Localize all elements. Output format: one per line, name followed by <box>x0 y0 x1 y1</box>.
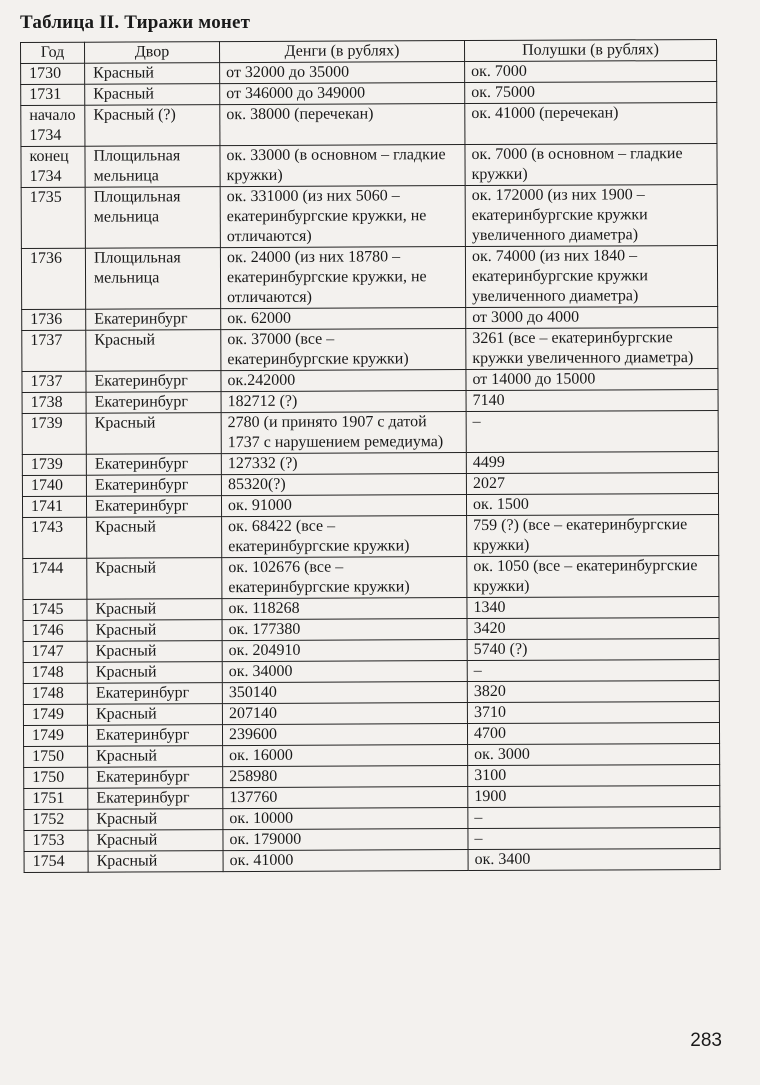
table-row <box>22 472 718 496</box>
table-body <box>21 60 721 872</box>
cell-mint: Площильная мельница <box>85 146 220 188</box>
table-title: Таблица II. Тиражи монет <box>20 12 251 33</box>
table-row <box>23 638 719 662</box>
table-row <box>24 785 720 809</box>
cell-year: 1749 <box>23 704 87 725</box>
cell-polushki: 759 (?) (все – екатеринбургские кружки) <box>467 514 719 556</box>
cell-dengi: 85320(?) <box>221 474 466 496</box>
table-row <box>23 596 719 620</box>
table-row <box>21 102 717 146</box>
cell-dengi: ок. 62000 <box>221 308 466 330</box>
cell-polushki: от 14000 до 15000 <box>466 368 718 390</box>
header-year: Год <box>21 42 85 63</box>
page-number: 283 <box>690 1030 722 1051</box>
cell-dengi: 207140 <box>222 703 467 725</box>
cell-dengi: 127332 (?) <box>221 453 466 475</box>
cell-polushki: 1340 <box>467 596 719 618</box>
cell-polushki: 3820 <box>467 680 719 702</box>
cell-dengi: ок. 331000 (из них 5060 – екатеринбургские кружки, не отличаются) <box>220 186 465 248</box>
cell-polushki: ок. 3000 <box>468 743 720 765</box>
cell-mint: Екатеринбург <box>88 767 223 789</box>
cell-mint: Екатеринбург <box>87 683 222 705</box>
cell-polushki: ок. 3400 <box>468 848 720 870</box>
cell-polushki: 3710 <box>467 701 719 723</box>
cell-mint: Площильная мельница <box>85 187 220 249</box>
cell-mint: Красный <box>88 830 223 852</box>
cell-year: 1736 <box>22 309 86 330</box>
table-row <box>22 306 718 330</box>
cell-dengi: ок. 33000 (в основном – гладкие кружки) <box>220 145 465 187</box>
table-row <box>23 701 719 725</box>
cell-mint: Красный <box>88 809 223 831</box>
cell-dengi: 258980 <box>223 766 468 788</box>
cell-year: 1735 <box>21 187 85 248</box>
table-row <box>22 327 718 371</box>
cell-polushki: ок. 74000 (из них 1840 – екатеринбургские кружки увеличенного диаметра) <box>465 245 717 307</box>
cell-year: 1738 <box>22 392 86 413</box>
cell-polushki: ок. 1050 (все – екатеринбургские кружки) <box>467 555 719 597</box>
table-row <box>24 743 720 767</box>
cell-year: 1748 <box>23 662 87 683</box>
cell-dengi: ок. 102676 (все – екатеринбургские кружки) <box>222 557 467 599</box>
cell-polushki: ок. 41000 (перечекан) <box>465 102 717 144</box>
cell-dengi: ок. 68422 (все – екатеринбургские кружки) <box>222 516 467 558</box>
table-row <box>24 848 720 872</box>
cell-mint: Екатеринбург <box>86 475 221 497</box>
cell-dengi: 239600 <box>222 724 467 746</box>
cell-dengi: ок. 10000 <box>223 808 468 830</box>
table-row <box>22 368 718 392</box>
cell-mint: Красный <box>86 330 221 372</box>
cell-year: 1749 <box>23 725 87 746</box>
cell-dengi: ок. 91000 <box>221 495 466 517</box>
cell-mint: Красный <box>88 851 223 873</box>
cell-dengi: ок. 179000 <box>223 829 468 851</box>
cell-year: 1744 <box>23 558 87 599</box>
cell-polushki: 2027 <box>466 472 718 494</box>
cell-dengi: ок. 34000 <box>222 661 467 683</box>
table-row <box>21 245 717 309</box>
cell-year: конец 1734 <box>21 146 85 187</box>
cell-year: 1730 <box>21 63 85 84</box>
cell-polushki: – <box>466 410 718 452</box>
table-row <box>21 184 717 248</box>
cell-dengi: 2780 (и принято 1907 с датой 1737 с нарушением ремедиума) <box>221 412 466 454</box>
cell-year: 1740 <box>22 475 86 496</box>
cell-year: 1748 <box>23 683 87 704</box>
table-row <box>24 764 720 788</box>
cell-polushki: 1900 <box>468 785 720 807</box>
cell-dengi: ок. 37000 (все – екатеринбургские кружки) <box>221 329 466 371</box>
cell-mint: Екатеринбург <box>88 788 223 810</box>
cell-year: 1750 <box>24 767 88 788</box>
cell-mint: Красный <box>87 599 222 621</box>
cell-dengi: ок. 204910 <box>222 640 467 662</box>
cell-year: 1737 <box>22 330 86 371</box>
cell-year: 1745 <box>23 599 87 620</box>
cell-mint: Красный <box>87 558 222 600</box>
cell-dengi: ок. 16000 <box>223 745 468 767</box>
table-row <box>23 555 719 599</box>
cell-year: 1746 <box>23 620 87 641</box>
cell-year: 1736 <box>21 248 85 309</box>
cell-dengi: ок. 177380 <box>222 619 467 641</box>
table-row <box>21 81 717 105</box>
cell-polushki: 4700 <box>467 722 719 744</box>
cell-year: 1754 <box>24 851 88 872</box>
cell-dengi: ок. 38000 (перечекан) <box>220 104 465 146</box>
cell-year: 1739 <box>22 413 86 454</box>
cell-mint: Екатеринбург <box>86 392 221 414</box>
header-dengi: Денги (в рублях) <box>220 41 465 63</box>
cell-mint: Красный <box>87 517 222 559</box>
table-row <box>23 659 719 683</box>
cell-polushki: ок. 172000 (из них 1900 – екатеринбургские кружки увеличенного диаметра) <box>465 184 717 246</box>
header-mint: Двор <box>85 42 220 64</box>
cell-polushki: от 3000 до 4000 <box>466 306 718 328</box>
cell-year: 1752 <box>24 809 88 830</box>
cell-mint: Красный <box>88 746 223 768</box>
cell-polushki: ок. 7000 (в основном – гладкие кружки) <box>465 143 717 185</box>
cell-year: 1737 <box>22 371 86 392</box>
cell-polushki: 4499 <box>466 451 718 473</box>
table-row <box>22 389 718 413</box>
cell-mint: Красный <box>87 704 222 726</box>
cell-mint: Красный <box>85 63 220 85</box>
cell-year: 1751 <box>24 788 88 809</box>
cell-year: 1753 <box>24 830 88 851</box>
cell-year: 1747 <box>23 641 87 662</box>
cell-dengi: от 32000 до 35000 <box>220 62 465 84</box>
cell-year: 1750 <box>24 746 88 767</box>
table-row <box>22 451 718 475</box>
cell-mint: Екатеринбург <box>86 309 221 331</box>
table-header-row <box>21 39 717 63</box>
cell-polushki: 3420 <box>467 617 719 639</box>
cell-mint: Красный <box>85 84 220 106</box>
cell-year: 1741 <box>22 496 86 517</box>
cell-dengi: ок. 24000 (из них 18780 – екатеринбургские кружки, не отличаются) <box>220 247 465 309</box>
cell-dengi: ок.242000 <box>221 370 466 392</box>
cell-polushki: 7140 <box>466 389 718 411</box>
cell-dengi: ок. 118268 <box>222 598 467 620</box>
table-row <box>23 514 719 558</box>
table-row <box>22 493 718 517</box>
cell-polushki: ок. 7000 <box>465 60 717 82</box>
cell-polushki: 3100 <box>468 764 720 786</box>
cell-mint: Красный <box>87 662 222 684</box>
table-row <box>23 680 719 704</box>
coin-mintage-table <box>20 39 721 873</box>
cell-polushki: ок. 75000 <box>465 81 717 103</box>
cell-year: 1739 <box>22 454 86 475</box>
cell-mint: Красный (?) <box>85 105 220 147</box>
cell-dengi: 137760 <box>223 787 468 809</box>
table-row <box>21 60 717 84</box>
cell-mint: Площильная мельница <box>85 248 220 310</box>
cell-dengi: ок. 41000 <box>223 850 468 872</box>
cell-year: 1743 <box>23 517 87 558</box>
cell-polushki: – <box>467 659 719 681</box>
header-polushki: Полушки (в рублях) <box>464 39 716 61</box>
cell-mint: Екатеринбург <box>86 371 221 393</box>
table-row <box>24 827 720 851</box>
cell-mint: Екатеринбург <box>86 454 221 476</box>
cell-mint: Красный <box>87 620 222 642</box>
table-row <box>23 617 719 641</box>
cell-mint: Красный <box>86 413 221 455</box>
cell-dengi: от 346000 до 349000 <box>220 83 465 105</box>
cell-dengi: 350140 <box>222 682 467 704</box>
table-row <box>24 806 720 830</box>
cell-year: начало 1734 <box>21 105 85 146</box>
cell-polushki: ок. 1500 <box>466 493 718 515</box>
cell-mint: Екатеринбург <box>86 496 221 518</box>
cell-polushki: 3261 (все – екатеринбургские кружки увеличенного диаметра) <box>466 327 718 369</box>
table-row <box>23 722 719 746</box>
cell-mint: Екатеринбург <box>87 725 222 747</box>
cell-mint: Красный <box>87 641 222 663</box>
cell-polushki: – <box>468 806 720 828</box>
cell-polushki: 5740 (?) <box>467 638 719 660</box>
cell-year: 1731 <box>21 84 85 105</box>
cell-polushki: – <box>468 827 720 849</box>
cell-dengi: 182712 (?) <box>221 391 466 413</box>
table-row <box>22 410 718 454</box>
table-row <box>21 143 717 187</box>
